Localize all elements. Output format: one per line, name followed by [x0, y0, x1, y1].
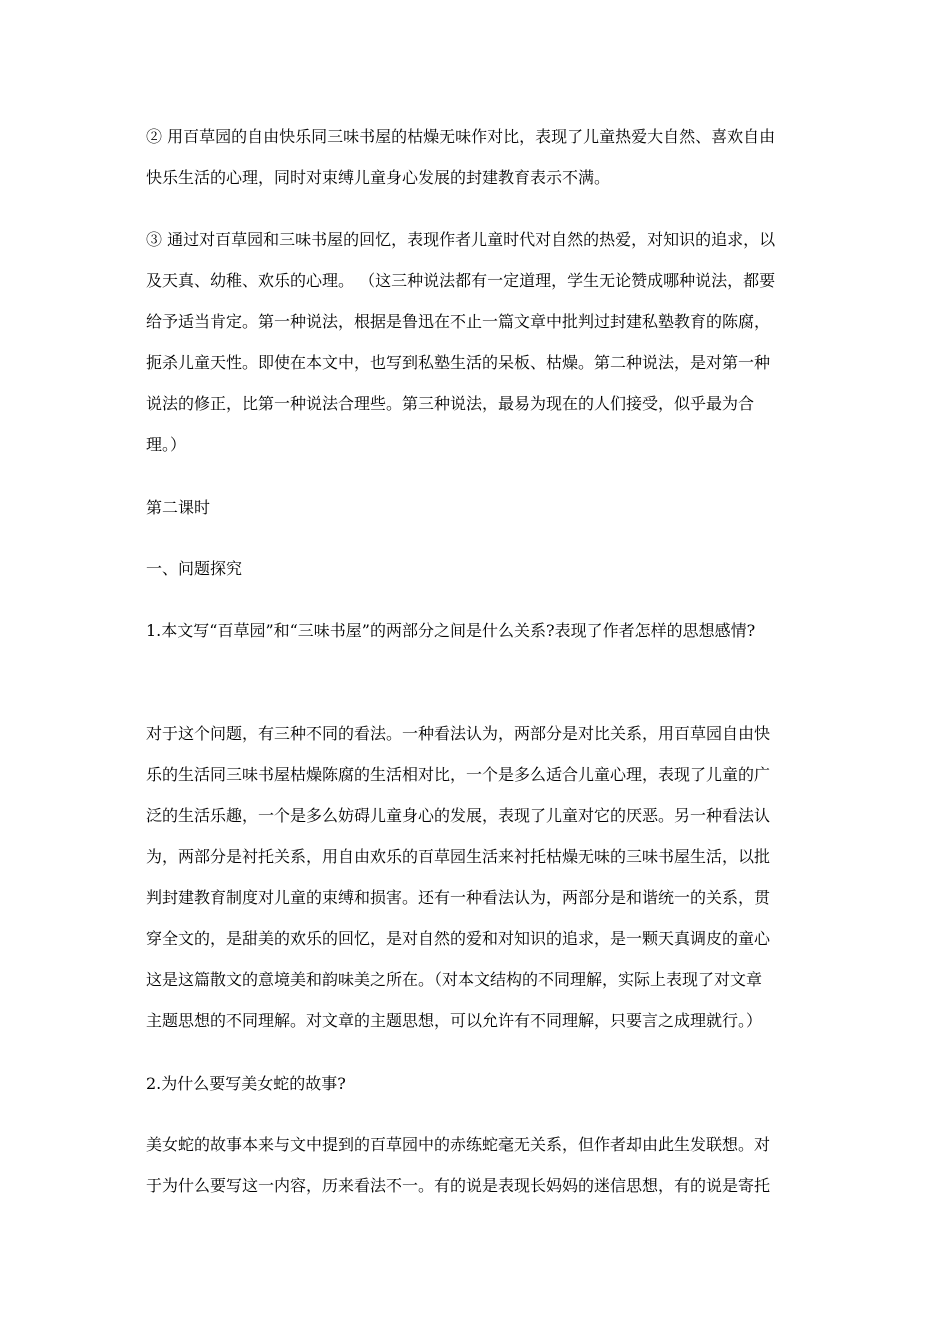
text-line: 快乐生活的心理，同时对束缚儿童身心发展的封建教育表示不满。 [146, 168, 611, 187]
text-line: ② 用百草园的自由快乐同三味书屋的枯燥无味作对比，表现了儿童热爱大自然、喜欢自由 [146, 127, 776, 146]
text-line: 给予适当肯定。第一种说法，根据是鲁迅在不止一篇文章中批判过封建私塾教育的陈腐， [146, 312, 771, 331]
text-line: 主题思想的不同理解。对文章的主题思想，可以允许有不同理解，只要言之成理就行。） [146, 1011, 763, 1030]
answer-2 [146, 1124, 814, 1206]
text-line: 泛的生活乐趣，一个是多么妨碍儿童身心的发展，表现了儿童对它的厌恶。另一种看法认 [146, 806, 771, 825]
question-2 [146, 1063, 814, 1104]
text-line: 乐的生活同三味书屋枯燥陈腐的生活相对比，一个是多么适合儿童心理，表现了儿童的广 [146, 765, 771, 784]
heading-text: 一、问题探究 [146, 559, 243, 578]
text-line: 穿全文的，是甜美的欢乐的回忆，是对自然的爱和对知识的追求，是一颗天真调皮的童心 [146, 929, 771, 948]
question-text: 2.为什么要写美女蛇的故事? [146, 1074, 346, 1093]
text-line: 美女蛇的故事本来与文中提到的百草园中的赤练蛇毫无关系，但作者却由此生发联想。对 [146, 1135, 771, 1154]
text-line: 对于这个问题，有三种不同的看法。一种看法认为，两部分是对比关系，用百草园自由快 [146, 724, 771, 743]
text-line: 这是这篇散文的意境美和韵味美之所在。（对本文结构的不同理解，实际上表现了对文章 [146, 970, 763, 989]
section-heading-problem-inquiry [146, 548, 814, 589]
text-line: 扼杀儿童天性。即使在本文中，也写到私塾生活的呆板、枯燥。第二种说法，是对第一种 [146, 353, 771, 372]
text-line: 判封建教育制度对儿童的束缚和损害。还有一种看法认为，两部分是和谐统一的关系，贯 [146, 888, 771, 907]
heading-text: 第二课时 [146, 498, 211, 517]
text-line: 说法的修正，比第一种说法合理些。第三种说法，最易为现在的人们接受，似乎最为合 [146, 394, 755, 413]
text-line: 于为什么要写这一内容，历来看法不一。有的说是表现长妈妈的迷信思想，有的说是寄托 [146, 1176, 771, 1195]
paragraph-interpretation-2 [146, 116, 814, 198]
text-line: ③ 通过对百草园和三味书屋的回忆，表现作者儿童时代对自然的热爱，对知识的追求，以 [146, 230, 776, 249]
paragraph-interpretation-3 [146, 219, 814, 465]
text-line: 理。） [146, 435, 187, 454]
text-line: 为，两部分是衬托关系，用自由欢乐的百草园生活来衬托枯燥无味的三味书屋生活，以批 [146, 847, 771, 866]
answer-1 [146, 713, 814, 1041]
section-heading-second-lesson [146, 487, 814, 528]
text-line: 及天真、幼稚、欢乐的心理。 （这三种说法都有一定道理，学生无论赞成哪种说法，都要 [146, 271, 776, 290]
question-text: 1.本文写“百草园”和“三味书屋”的两部分之间是什么关系?表现了作者怎样的思想感情? [146, 621, 756, 640]
question-1 [146, 610, 814, 651]
